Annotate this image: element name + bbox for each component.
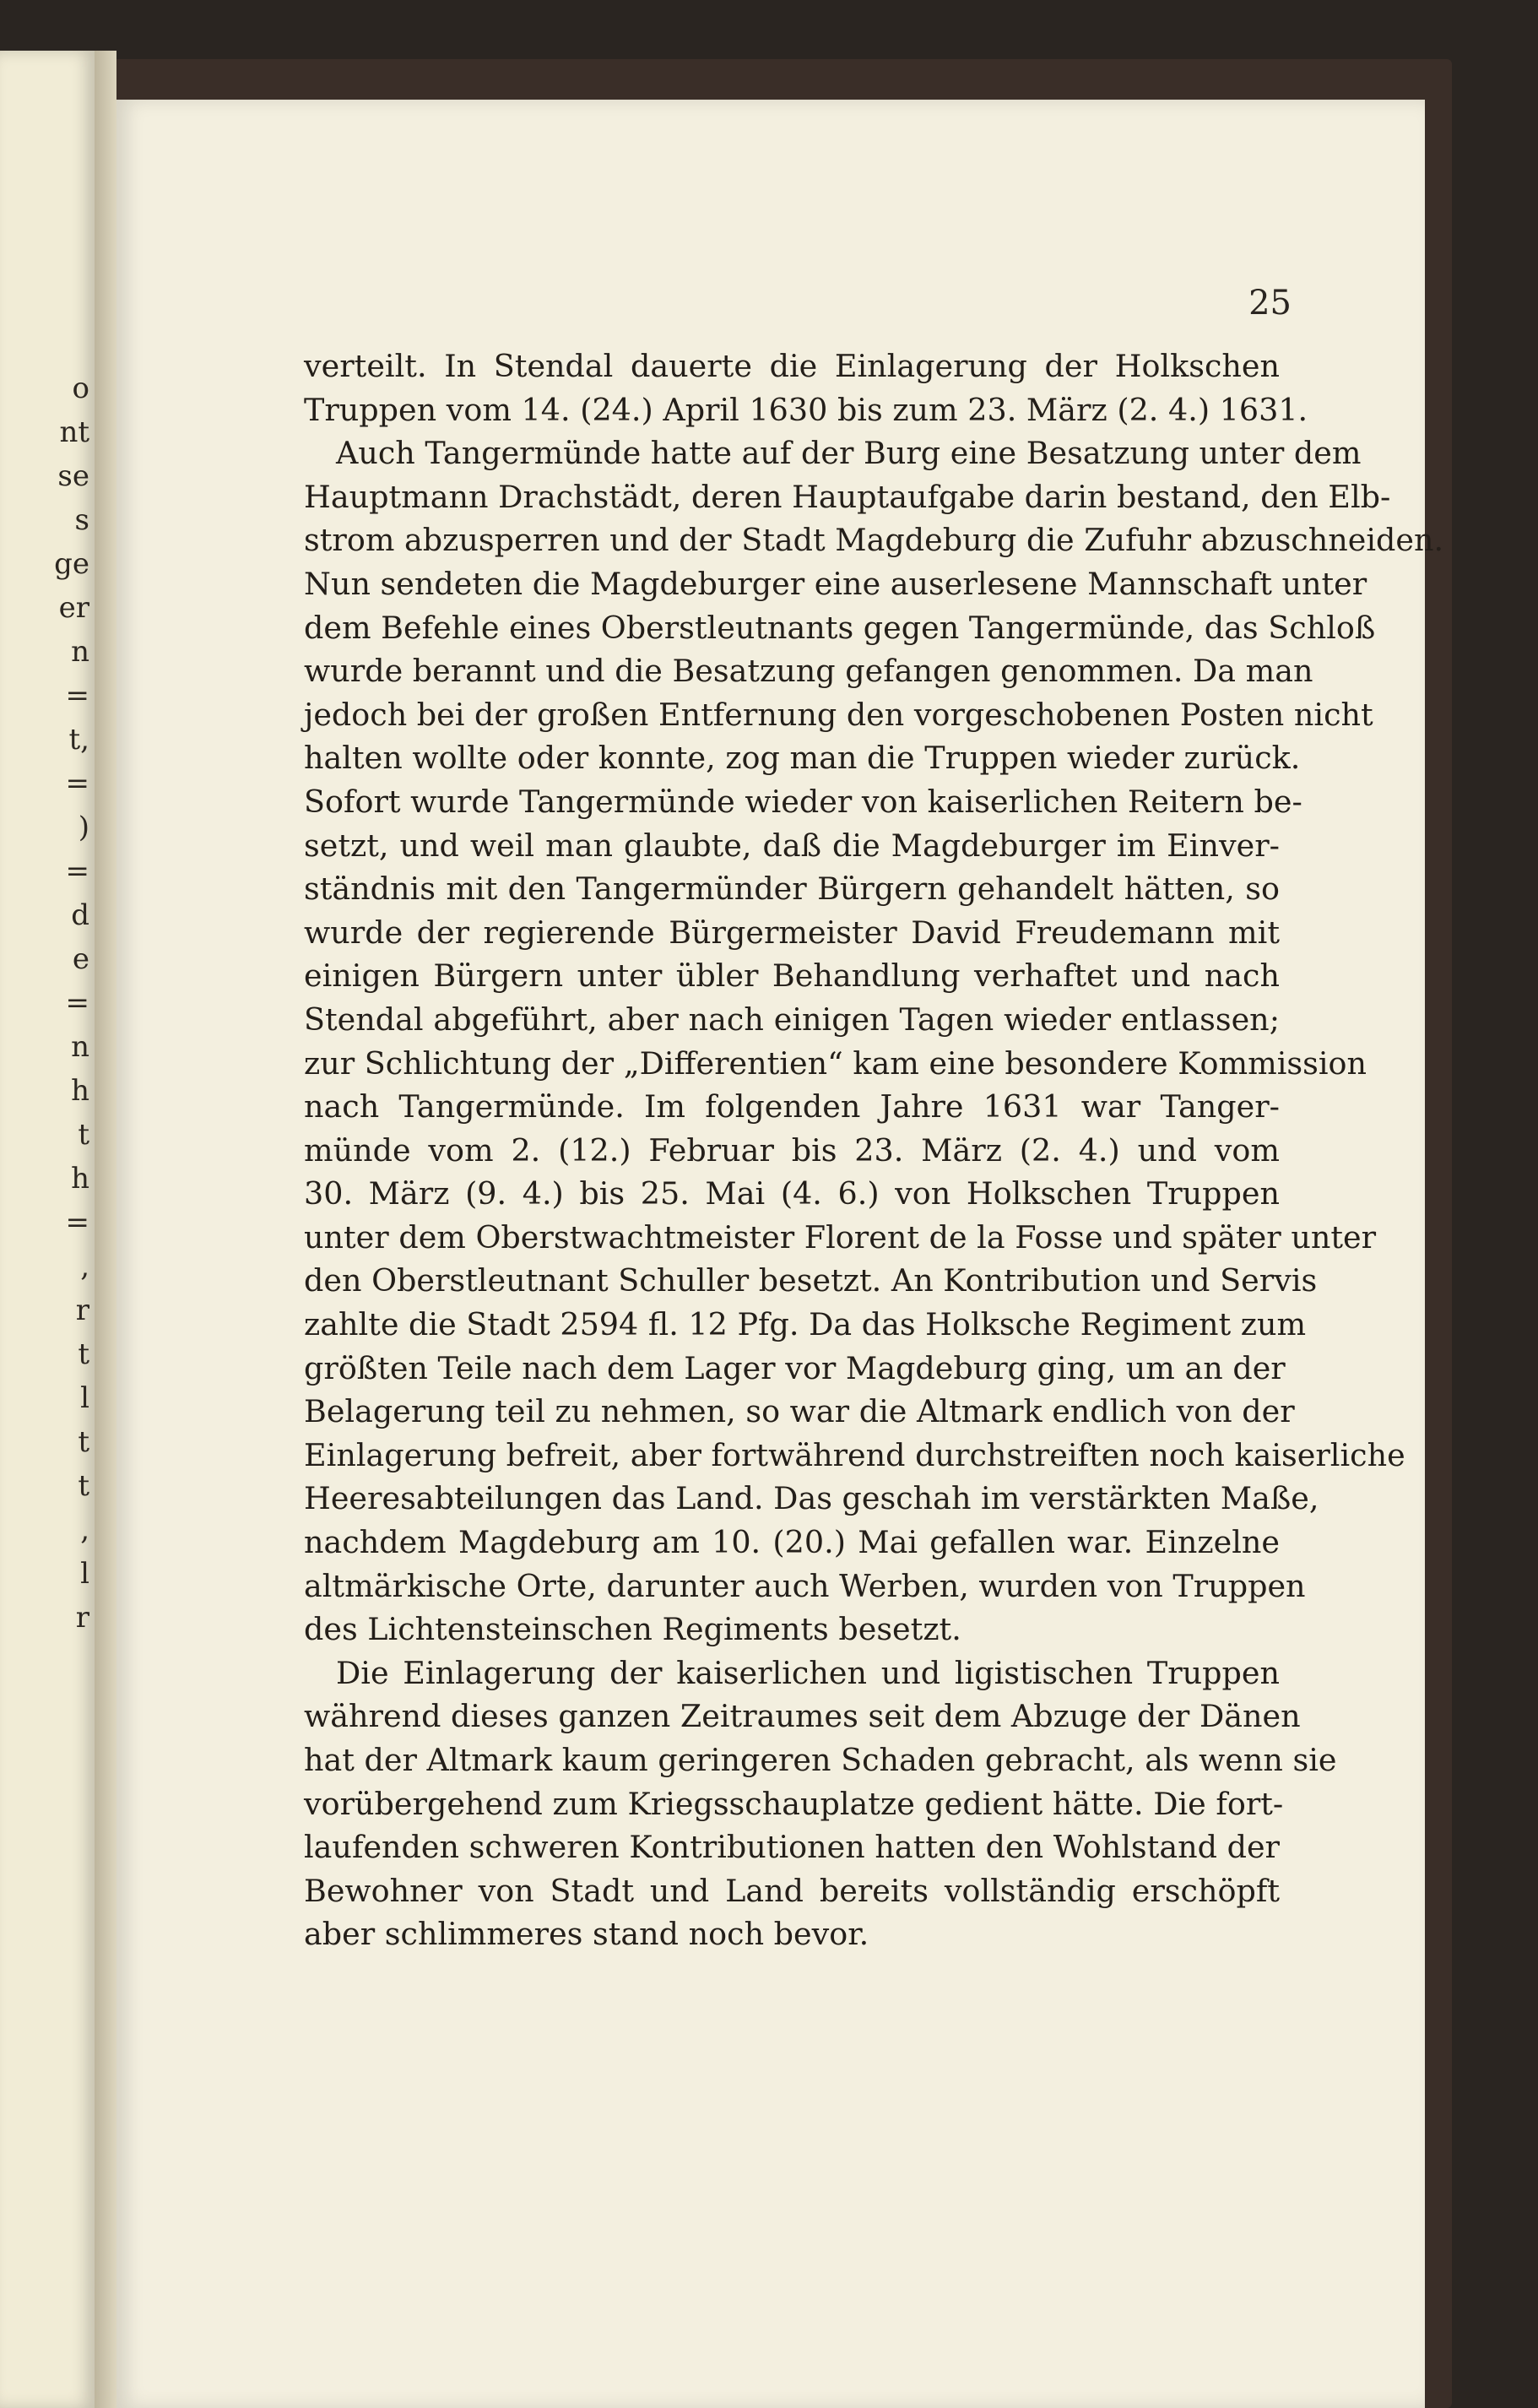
text-line: nachdem Magdeburg am 10. (20.) Mai gefallen war. Einzelne (304, 1524, 1280, 1561)
text-line: 30. März (9. 4.) bis 25. Mai (4. 6.) von Holkschen Truppen (304, 1175, 1280, 1212)
left-page-fragment: = (65, 854, 89, 888)
left-page-fragment: t (78, 1337, 89, 1371)
left-page-fragment: se (57, 459, 89, 493)
left-page-fragment: = (65, 679, 89, 713)
left-page-fragment: t (78, 1469, 89, 1503)
text-line: strom abzusperren und der Stadt Magdeburg die Zufuhr abzuschneiden. (304, 522, 1444, 559)
text-line: wurde berannt und die Besatzung gefangen genommen. Da man (304, 653, 1313, 690)
left-page-fragment: t, (68, 723, 89, 757)
text-line: altmärkische Orte, darunter auch Werben, wurden von Truppen (304, 1567, 1306, 1604)
left-page-fragment: h (71, 1074, 89, 1108)
text-line: dem Befehle eines Oberstleutnants gegen Tangermünde, das Schloß (304, 609, 1376, 646)
text-line: Stendal abgeführt, aber nach einigen Tagen wieder entlassen; (304, 1001, 1280, 1038)
text-line: verteilt. In Stendal dauerte die Einlagerung der Holkschen (304, 348, 1280, 384)
left-page-fragment: o (72, 372, 89, 405)
text-line: größten Teile nach dem Lager vor Magdeburg ging, um an der (304, 1349, 1286, 1386)
text-line: zahlte die Stadt 2594 fl. 12 Pfg. Da das Holksche Regiment zum (304, 1306, 1307, 1343)
text-line: Bewohner von Stadt und Land bereits vollständig erschöpft (304, 1872, 1280, 1909)
left-page-text-fragments (0, 51, 95, 2408)
text-line: ständnis mit den Tangermünder Bürgern gehandelt hätten, so (304, 870, 1280, 908)
text-line: Belagerung teil zu nehmen, so war die Altmark endlich von der (304, 1393, 1295, 1430)
text-line: zur Schlichtung der „Differentien“ kam eine besondere Kommission (304, 1044, 1367, 1082)
text-line: Auch Tangermünde hatte auf der Burg eine Besatzung unter dem (336, 435, 1362, 472)
book-gutter (95, 51, 116, 2408)
left-page-fragment: n (71, 635, 89, 669)
text-line: nach Tangermünde. Im folgenden Jahre 1631 war Tanger- (304, 1088, 1280, 1125)
text-line: Truppen vom 14. (24.) April 1630 bis zum 23. März (2. 4.) 1631. (304, 391, 1308, 428)
page-number: 25 (1248, 284, 1292, 323)
text-line: Sofort wurde Tangermünde wieder von kaiserlichen Reitern be- (304, 783, 1302, 820)
left-page-fragment: er (58, 591, 89, 625)
page-body-text (304, 344, 1444, 1956)
text-line: vorübergehend zum Kriegsschauplatze gedient hätte. Die fort- (304, 1785, 1284, 1822)
left-page-fragment: t (78, 1425, 89, 1459)
text-line: hat der Altmark kaum geringeren Schaden gebracht, als wenn sie (304, 1742, 1337, 1778)
left-page-fragment: ) (78, 811, 89, 844)
left-facing-page (0, 51, 95, 2408)
left-page-fragment: t (78, 1118, 89, 1152)
left-page-fragment: l (80, 1557, 89, 1591)
left-page-fragment: e (72, 942, 89, 976)
text-line: Einlagerung befreit, aber fortwährend durchstreiften noch kaiserliche (304, 1436, 1405, 1473)
left-page-fragment: = (65, 1206, 89, 1239)
text-line: des Lichtensteinschen Regiments besetzt. (304, 1611, 961, 1648)
right-page (116, 100, 1444, 2408)
text-line: Nun sendeten die Magdeburger eine auserlesene Mannschaft unter (304, 565, 1367, 602)
text-line: unter dem Oberstwachtmeister Florent de la Fosse und später unter (304, 1218, 1377, 1256)
left-page-fragment: r (75, 1293, 89, 1327)
left-page-fragment: n (71, 1030, 89, 1064)
left-page-fragment: ge (54, 547, 89, 581)
left-page-fragment: = (65, 767, 89, 800)
left-page-fragment: d (71, 898, 89, 932)
left-page-fragment: nt (59, 415, 89, 449)
text-line: wurde der regierende Bürgermeister David Freudemann mit (304, 914, 1280, 951)
text-line: Hauptmann Drachstädt, deren Hauptaufgabe darin bestand, den Elb- (304, 478, 1391, 515)
text-line: einigen Bürgern unter übler Behandlung verhaftet und nach (304, 957, 1280, 995)
text-line: jedoch bei der großen Entfernung den vorgeschobenen Posten nicht (304, 696, 1373, 733)
text-line: während dieses ganzen Zeitraumes seit dem Abzuge der Dänen (304, 1698, 1301, 1735)
left-page-fragment: h (71, 1162, 89, 1196)
text-line: setzt, und weil man glaubte, daß die Magdeburger im Einver- (304, 827, 1280, 864)
text-line: halten wollte oder konnte, zog man die Truppen wieder zurück. (304, 740, 1301, 777)
left-page-fragment: , (80, 1250, 89, 1283)
text-line: laufenden schweren Kontributionen hatten den Wohlstand der (304, 1829, 1280, 1866)
text-line: aber schlimmeres stand noch bevor. (304, 1916, 869, 1953)
left-page-fragment: s (74, 503, 89, 537)
left-page-fragment: l (80, 1381, 89, 1415)
left-page-fragment: , (80, 1513, 89, 1547)
left-page-fragment: = (65, 986, 89, 1020)
text-line: münde vom 2. (12.) Februar bis 23. März (2. 4.) und vom (304, 1131, 1280, 1169)
left-page-fragment: r (75, 1601, 89, 1635)
text-line: Heeresabteilungen das Land. Das geschah im verstärkten Maße, (304, 1480, 1319, 1517)
text-line: den Oberstleutnant Schuller besetzt. An Kontribution und Servis (304, 1262, 1318, 1299)
text-line: Die Einlagerung der kaiserlichen und ligistischen Truppen (336, 1654, 1280, 1691)
